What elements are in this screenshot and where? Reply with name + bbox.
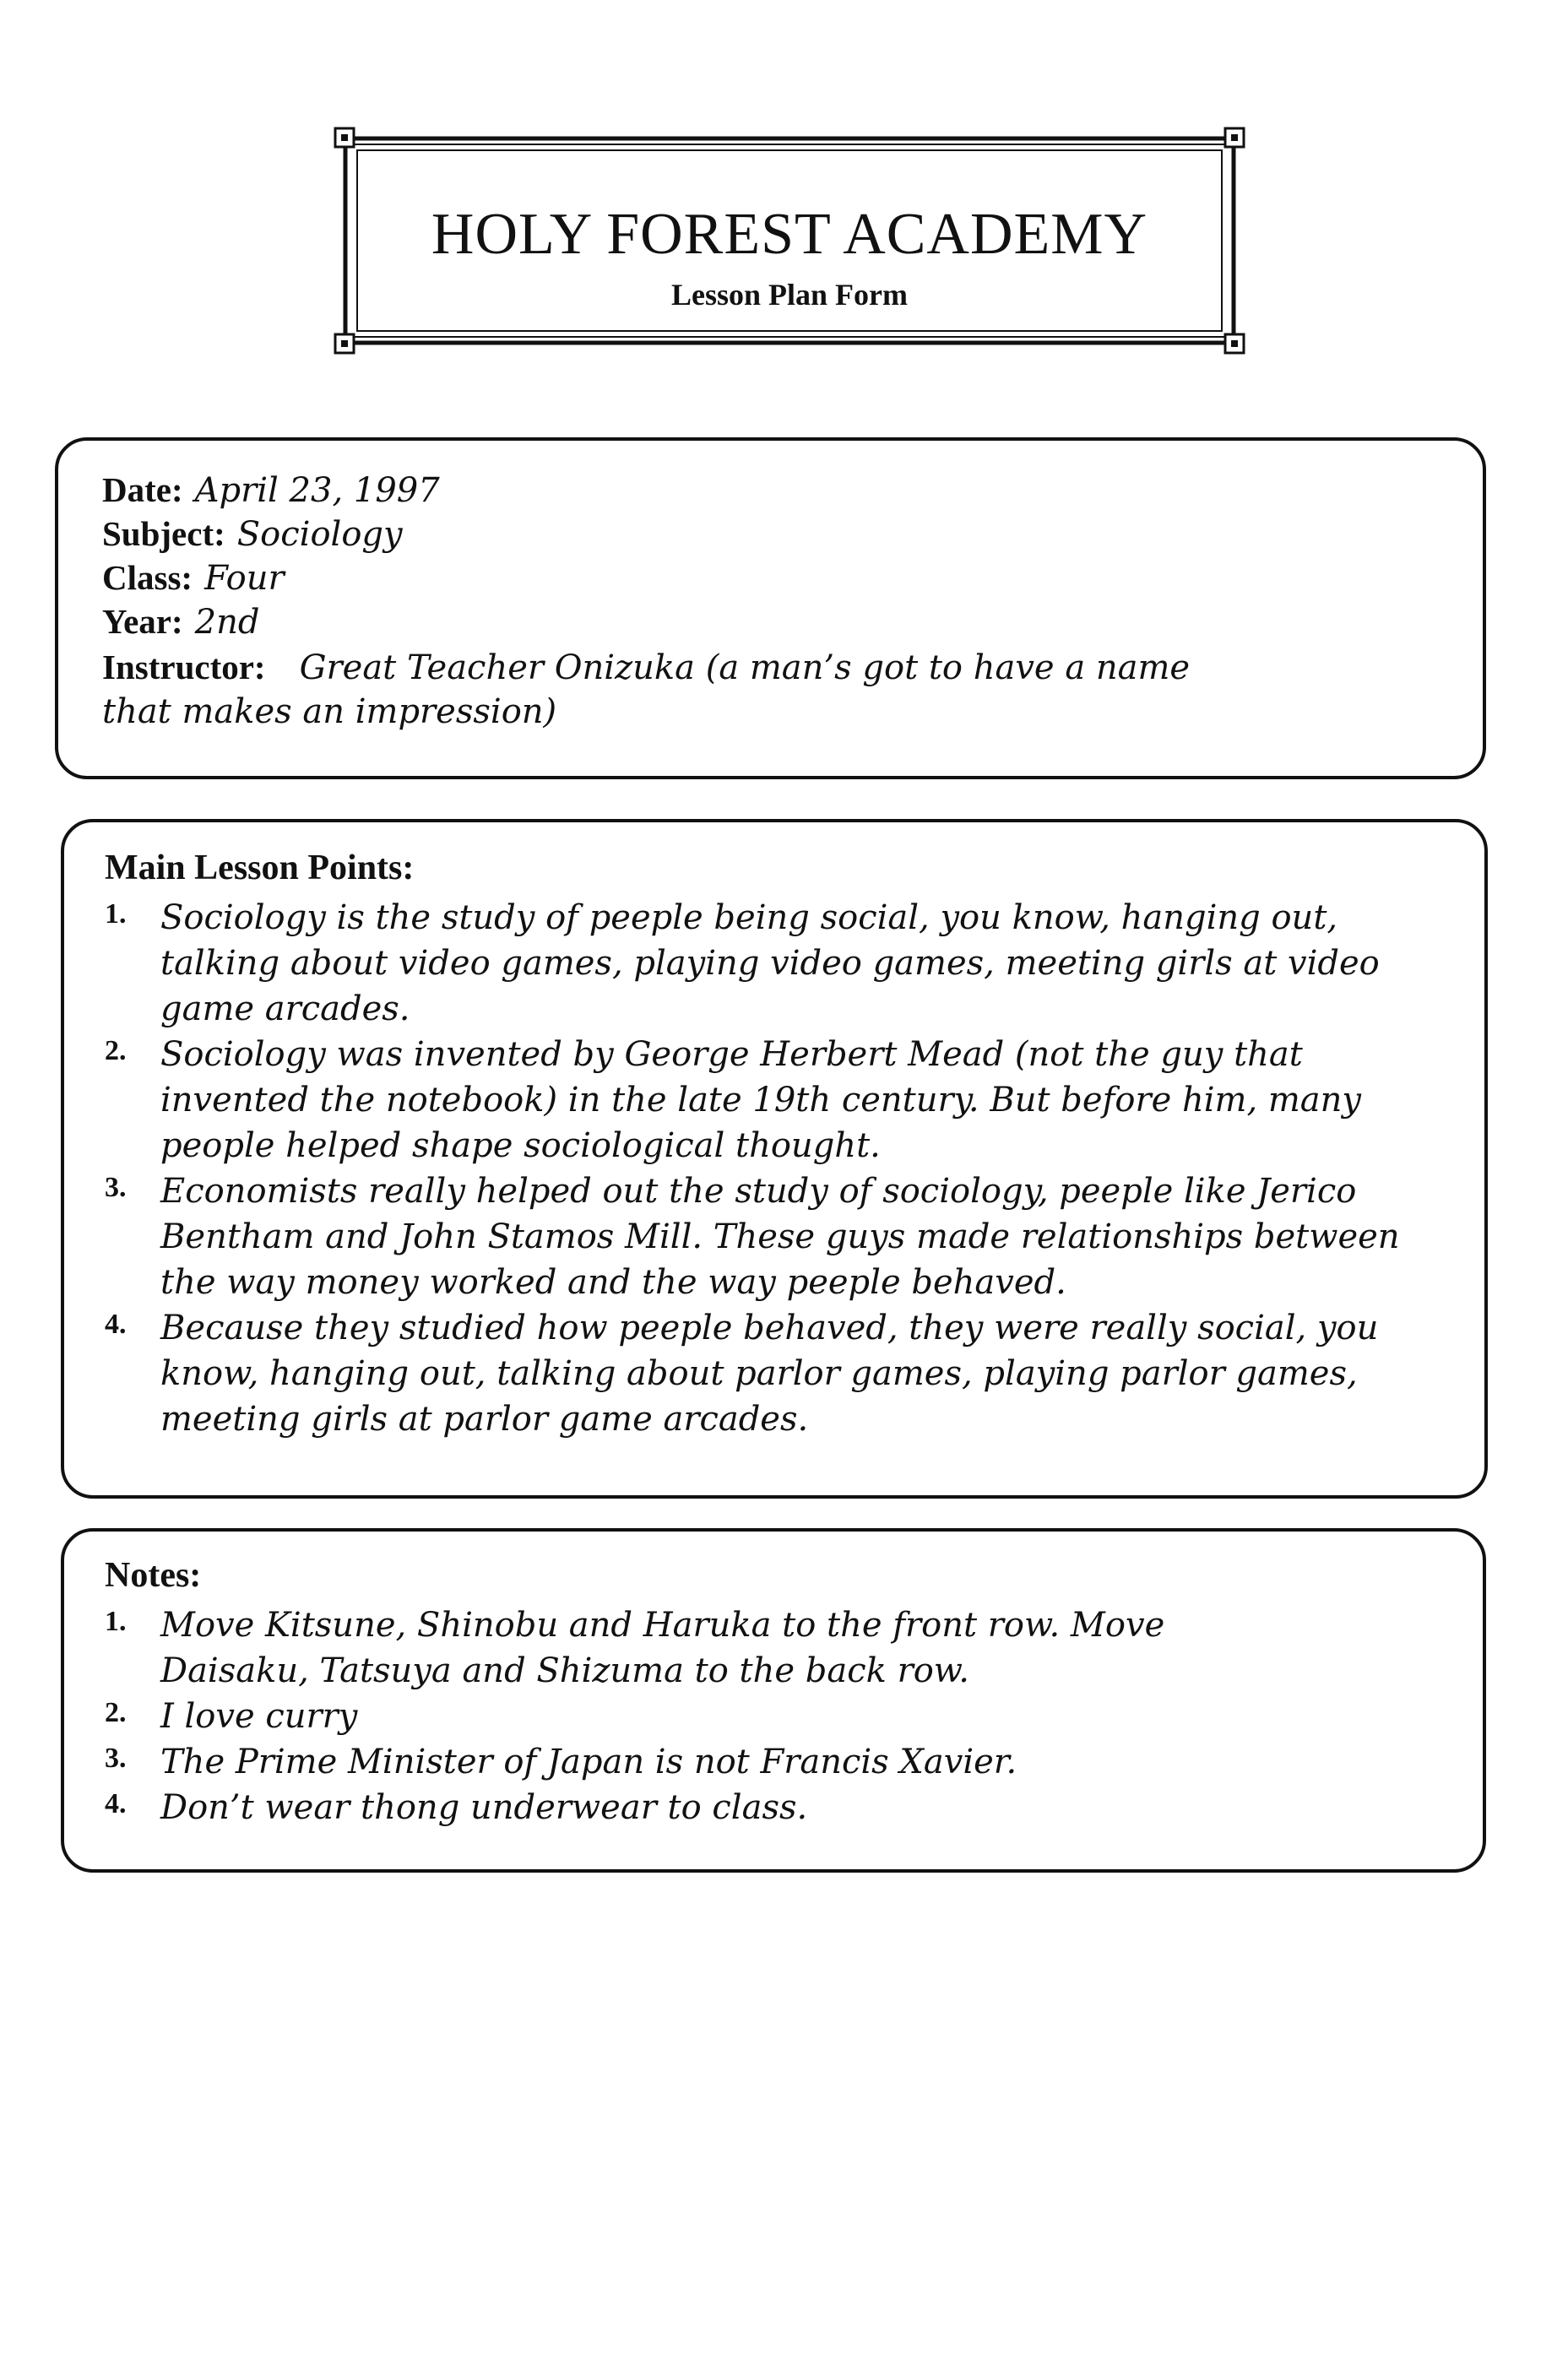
date-row — [102, 469, 440, 510]
year-label: Year: — [102, 602, 183, 641]
subject-row — [102, 513, 403, 554]
date-label: Date: — [102, 470, 183, 509]
instructor-row — [102, 647, 1190, 687]
item-text: Move Kitsune, Shinobu and Haruka to the front row. Move Daisaku, Tatsuya and Shizuma to the back row. — [160, 1606, 1165, 1690]
instructor-label: Instructor: — [102, 648, 266, 686]
year-value: 2nd — [194, 603, 260, 642]
item-number: 3. — [105, 1743, 127, 1774]
item-number: 3. — [105, 1172, 127, 1203]
item-number: 2. — [105, 1035, 127, 1066]
instructor-value: Great Teacher Onizuka (a man’s got to have a name — [299, 648, 1191, 687]
item-text: Don’t wear thong underwear to class. — [160, 1788, 808, 1827]
class-row — [102, 557, 285, 598]
notes-heading: Notes: — [105, 1556, 202, 1595]
lesson-points-heading: Main Lesson Points: — [105, 849, 415, 887]
class-value: Four — [204, 559, 285, 598]
item-number: 4. — [105, 1309, 127, 1340]
subject-label: Subject: — [102, 514, 225, 553]
class-label: Class: — [102, 558, 193, 597]
item-number: 2. — [105, 1697, 127, 1728]
item-number: 1. — [105, 898, 127, 930]
academy-title: HOLY FOREST ACADEMY — [431, 202, 1148, 267]
instructor-value-continued: that makes an impression) — [102, 692, 557, 731]
title-plaque — [334, 127, 1245, 355]
item-text: Because they studied how peeple behaved, they were really social, you know, hanging out, talking about parlor games, playing parlor games, meeting girls at parlor game arcades. — [160, 1309, 1379, 1439]
item-number: 4. — [105, 1788, 127, 1819]
date-value: April 23, 1997 — [194, 471, 440, 510]
main-lesson-points-box — [61, 819, 1488, 1499]
lesson-info-box — [55, 437, 1486, 779]
item-number: 1. — [105, 1606, 127, 1637]
item-text: Sociology is the study of peeple being social, you know, hanging out, talking about video games, playing video games, meeting girls at video game arcades. — [160, 898, 1380, 1028]
item-text: The Prime Minister of Japan is not Francis Xavier. — [160, 1743, 1017, 1781]
subject-value: Sociology — [236, 515, 403, 554]
item-text: I love curry — [160, 1697, 358, 1736]
notes-box — [61, 1528, 1486, 1873]
item-text: Economists really helped out the study of sociology, peeple like Jerico Bentham and John Stamos Mill. These guys made relationships between the way money worked and the way peeple behaved. — [160, 1172, 1400, 1302]
item-text: Sociology was invented by George Herbert Mead (not the guy that invented the notebook) in the late 19th century. But before him, many people helped shape sociological thought. — [160, 1035, 1362, 1165]
form-subtitle: Lesson Plan Form — [670, 278, 908, 312]
instructor-row-continued — [102, 692, 556, 731]
year-row — [102, 601, 259, 642]
